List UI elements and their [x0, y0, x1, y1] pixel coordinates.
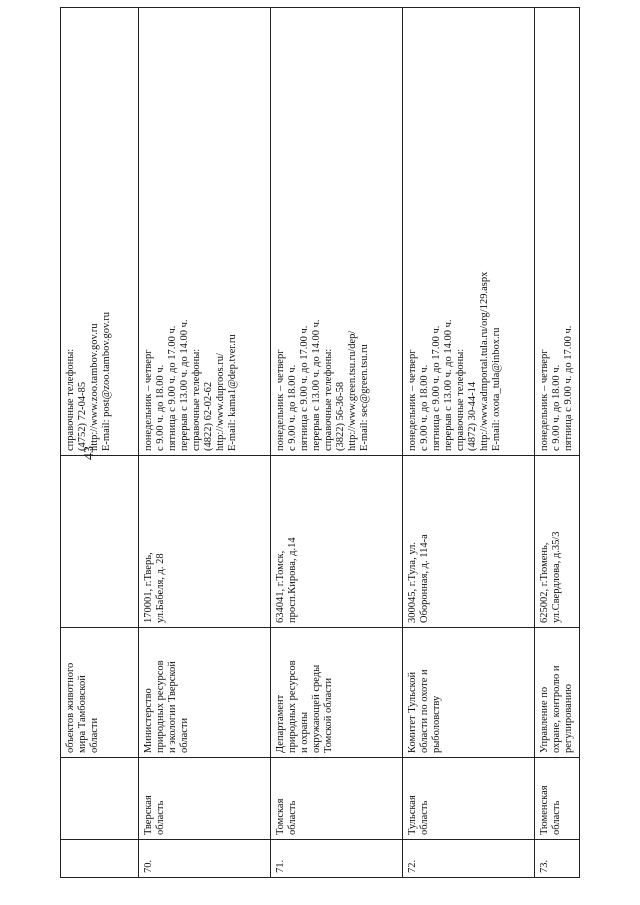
org-cell-line: Министерство [143, 688, 154, 753]
contacts-cell-line: перерыв с 13.00 ч. до 14.00 ч. [311, 319, 322, 451]
table-row [535, 8, 580, 878]
org-cell-line: области [89, 717, 100, 753]
contacts-cell-line: понедельник – четверг [539, 349, 550, 451]
table-row [61, 8, 139, 878]
contacts-cell [535, 8, 580, 456]
page-number: 43 [82, 446, 97, 460]
contacts-cell-line: E-mail: kama1@dep.tver.ru [227, 334, 238, 451]
region-cell: Тульская область [403, 758, 535, 840]
contacts-cell-line: (4872) 30-44-14 [467, 381, 478, 451]
table-row [139, 8, 271, 878]
contacts-cell-line: с 9.00 ч. до 18.00 ч. [287, 364, 298, 451]
contacts-cell-line: понедельник – четверг [143, 349, 154, 451]
address-cell [403, 456, 535, 628]
number-cell: 70. [139, 840, 271, 878]
table-row [271, 8, 403, 878]
org-cell-line: Департамент [275, 694, 286, 753]
contacts-cell-line: справочные телефоны: [455, 348, 466, 451]
contacts-table [60, 7, 580, 878]
contacts-cell-line: понедельник – четверг [275, 349, 286, 451]
contacts-cell-line: E-mail: sec@green.tsu.ru [359, 344, 370, 451]
rotated-table-container [60, 8, 575, 878]
contacts-cell [403, 8, 535, 456]
org-cell [61, 628, 139, 758]
address-cell [61, 456, 139, 628]
address-cell-line: 300045, г.Тула, ул. [407, 542, 418, 623]
org-cell-line: рыболовству [431, 695, 442, 753]
contacts-cell-line: пятница с 9.00 ч. до 17.00 ч. [563, 325, 574, 451]
number-cell: 72. [403, 840, 535, 878]
contacts-cell [61, 8, 139, 456]
contacts-cell-line: (4822) 62-02-62 [203, 381, 214, 451]
org-cell-line: Управление по [539, 686, 550, 753]
contacts-cell-line: http://www.green.tsu.ru/dep/ [347, 330, 358, 451]
org-cell-line: и охраны [299, 711, 310, 753]
org-cell [403, 628, 535, 758]
contacts-cell-line: перерыв с 13.00 ч. до 14.00 ч. [443, 319, 454, 451]
contacts-cell-line: пятница с 9.00 ч. до 17.00 ч. [167, 325, 178, 451]
address-cell-line: 170001, г.Тверь, [143, 552, 154, 623]
org-cell-line: окружающей среды [311, 664, 322, 753]
org-cell-line: области по охоте и [419, 669, 430, 753]
contacts-cell-line: http://www.duproos.ru/ [215, 353, 226, 451]
contacts-cell-line: с 9.00 ч. до 18.00 ч. [155, 364, 166, 451]
org-cell-line: регулированию [563, 684, 574, 753]
contacts-cell [139, 8, 271, 456]
contacts-cell-line: перерыв с 13.00 ч. до 14.00 ч. [179, 319, 190, 451]
org-cell-line: области [179, 717, 190, 753]
table-body [61, 8, 580, 878]
region-cell: Тюменская область [535, 758, 580, 840]
address-cell [535, 456, 580, 628]
contacts-cell-line: справочные телефоны: [191, 348, 202, 451]
address-cell [271, 456, 403, 628]
region-cell: Томская область [271, 758, 403, 840]
contacts-cell-line: пятница с 9.00 ч. до 17.00 ч. [431, 325, 442, 451]
address-cell [139, 456, 271, 628]
address-cell-line: 634041, г.Томск, [275, 550, 286, 623]
number-cell: 71. [271, 840, 403, 878]
org-cell-line: и экологии Тверской [167, 661, 178, 753]
contacts-cell-line: http://www.zoo.tambov.gov.ru [89, 323, 100, 451]
region-cell [61, 758, 139, 840]
table-row [403, 8, 535, 878]
contacts-cell-line: (3822) 56-36-58 [335, 381, 346, 451]
address-cell-line: ул.Бабеля, д. 28 [155, 553, 166, 623]
address-cell-line: просп.Кирова, д.14 [287, 537, 298, 623]
org-cell-line: природных ресурсов [287, 660, 298, 753]
number-cell [61, 840, 139, 878]
contacts-cell-line: пятница с 9.00 ч. до 17.00 ч. [299, 325, 310, 451]
contacts-cell-line: http://www.admportal.tula.ru/org/129.aspx [479, 271, 490, 451]
org-cell-line: мира Тамбовской [77, 675, 88, 753]
org-cell [535, 628, 580, 758]
contacts-cell-line: E-mail: oxota_tula@inbox.ru [491, 327, 502, 451]
org-cell [271, 628, 403, 758]
contacts-cell-line: (4752) 72-04-85 [77, 381, 88, 451]
number-cell: 73. [535, 840, 580, 878]
contacts-cell [271, 8, 403, 456]
org-cell-line: объектов животного [65, 662, 76, 753]
contacts-cell-line: справочные телефоны: [323, 348, 334, 451]
org-cell-line: охране, контролю и [551, 665, 562, 753]
address-cell-line: Оборонная, д. 114-а [419, 534, 430, 623]
org-cell-line: Комитет Тульской [407, 671, 418, 753]
contacts-cell-line: E-mail: post@zoo.tambov.gov.ru [101, 312, 112, 451]
contacts-cell-line: с 9.00 ч. до 18.00 ч. [419, 364, 430, 451]
contacts-cell-line: с 9.00 ч. до 18.00 ч. [551, 364, 562, 451]
contacts-cell-line: понедельник – четверг [407, 349, 418, 451]
address-cell-line: 625002, г.Тюмень, [539, 542, 550, 623]
region-cell: Тверская область [139, 758, 271, 840]
org-cell-line: Томской области [323, 677, 334, 753]
org-cell [139, 628, 271, 758]
org-cell-line: природных ресурсов [155, 660, 166, 753]
contacts-cell-line: справочные телефоны: [65, 348, 76, 451]
address-cell-line: ул.Свердлова, д.35/3 [551, 531, 562, 623]
